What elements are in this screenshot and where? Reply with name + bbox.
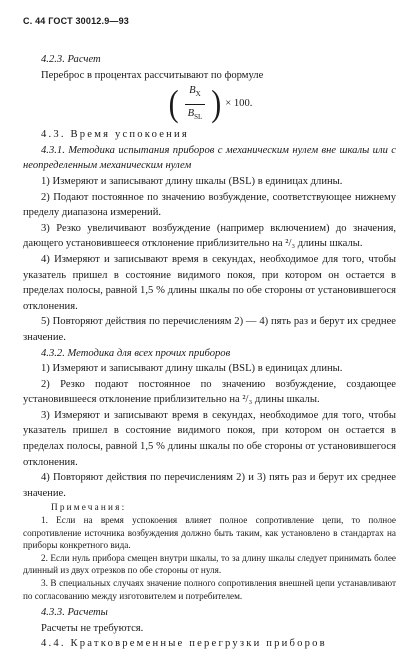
list-item: 1) Измеряют и записывают длину шкалы (BSL) в единицах длины. [41, 363, 343, 375]
note-item: 2. Если нуль прибора смещен внутри шкалы, то за длину шкалы следует принимать более длинный из двух отрезков по обе стороны от нуля. [23, 552, 396, 576]
denominator-symbol: B [187, 107, 195, 119]
numerator-symbol: B [189, 84, 196, 96]
list-item: 2) Резко подают постоянное по значению возбуждение, создающее установившееся отклонение приблизительно на ²/₃ длины шкалы. [23, 378, 396, 406]
notes-block [23, 501, 396, 602]
notes-title: Примечания: [51, 502, 127, 513]
formula-open-paren: ( [168, 82, 179, 125]
section-4-2-3-heading: 4.2.3. Расчет [41, 54, 101, 65]
formula-close-paren: ) [211, 82, 222, 125]
section-4-4-title: 4.4. Кратковременные перегрузки приборов [41, 638, 327, 650]
overshoot-formula [23, 84, 396, 124]
list-item: 2) Подают постоянное по значению возбуждение, соответствующее нижнему пределу диапазона измерений. [23, 191, 396, 219]
section-4-3-1-title: 4.3.1. Методика испытания приборов с механическим нулем вне шкалы или с неопределенным механическим нулем [23, 144, 396, 172]
list-item: 5) Повторяют действия по перечислениям 2) — 4) пять раз и берут их среднее значение. [23, 316, 396, 343]
formula-denominator [184, 105, 207, 126]
list-item: 1) Измеряют и записывают длину шкалы (BSL) в единицах длины. [41, 175, 343, 187]
list-item: 3) Измеряют и записывают время в секундах, необходимое для того, чтобы указатель пришел в состояние видимого покоя, при котором он остается в пределах полосы, равной 1,5 % длины шкалы по обе стороны от установившегося отклонения. [23, 409, 396, 468]
section-4-3-title: 4.3. Время успокоения [41, 129, 189, 141]
list-item: 4) Измеряют и записывают время в секундах, необходимое для того, чтобы указатель пришел в состояние видимого покоя, при котором он остается в пределах полосы, равной 1,5 % длины шкалы по обе стороны от установившегося отклонения. [23, 253, 396, 312]
list-item: 3) Резко увеличивают возбуждение (например включением) до значения, дающего установившееся отклонение приблизительно на ²/₃ длины шкалы. [23, 222, 396, 250]
note-item: 3. В специальных случаях значение полного сопротивления внешней цепи устанавливают по согласованию между изготовителем и потребителем. [23, 578, 396, 601]
section-4-3-2-title: 4.3.2. Методика для всех прочих приборов [41, 347, 231, 359]
list-item: 4) Повторяют действия по перечислениям 2) и 3) пять раз и берут их среднее значение. [23, 472, 396, 499]
formula-fraction [184, 83, 207, 125]
denominator-subscript: SL [194, 112, 203, 121]
section-4-2-3-text: Переброс в процентах рассчитывают по формуле [41, 69, 264, 81]
page-header: С. 44 ГОСТ 30012.9—93 [23, 16, 130, 26]
numerator-subscript: X [195, 90, 201, 99]
section-4-3-3-heading: 4.3.3. Расчеты [41, 607, 108, 619]
document-body [23, 52, 396, 652]
section-4-3-3-text: Расчеты не требуются. [41, 622, 144, 634]
formula-numerator [185, 83, 205, 105]
formula-multiplier: × 100. [225, 98, 253, 110]
note-item: 1. Если на время успокоения влияет полное сопротивление цепи, то полное сопротивление источника возбуждения должно быть таким, как установлено в стандартах на приборы конкретного вида. [23, 515, 396, 551]
